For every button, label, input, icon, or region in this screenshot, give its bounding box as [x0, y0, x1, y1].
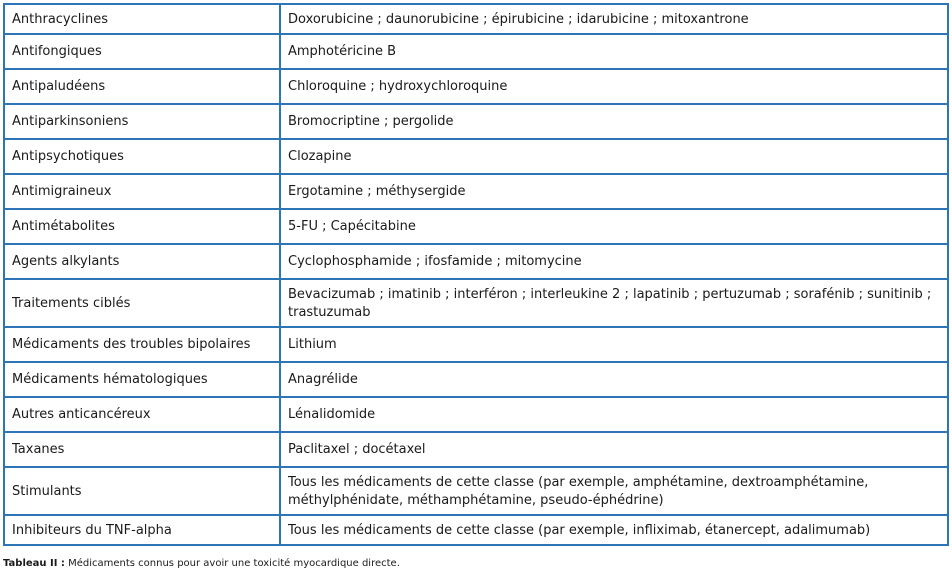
caption-text: Médicaments connus pour avoir une toxicité myocardique directe.: [64, 558, 400, 569]
drug-class-cell: Taxanes: [4, 432, 280, 467]
drug-class-cell: Anthracyclines: [4, 4, 280, 34]
drug-list-cell: Clozapine: [280, 139, 948, 174]
drug-list-cell: Amphotéricine B: [280, 34, 948, 69]
drug-class-cell: Antiparkinsoniens: [4, 104, 280, 139]
table-row: [4, 69, 948, 104]
drug-class-cell: Inhibiteurs du TNF-alpha: [4, 515, 280, 545]
drug-list-cell: Tous les médicaments de cette classe (par exemple, infliximab, étanercept, adalimumab): [280, 515, 948, 545]
drug-list-cell: 5-FU ; Capécitabine: [280, 209, 948, 244]
table-row: [4, 362, 948, 397]
table-row: [4, 397, 948, 432]
table-row: [4, 34, 948, 69]
drug-class-cell: Antimigraineux: [4, 174, 280, 209]
table-row: [4, 139, 948, 174]
table-row: [4, 432, 948, 467]
drug-list-cell: Chloroquine ; hydroxychloroquine: [280, 69, 948, 104]
drug-list-cell: Ergotamine ; méthysergide: [280, 174, 948, 209]
drug-list-cell: Bevacizumab ; imatinib ; interféron ; interleukine 2 ; lapatinib ; pertuzumab ; sorafénib ; sunitinib ; trastuzumab: [280, 279, 948, 327]
drug-class-cell: Antipaludéens: [4, 69, 280, 104]
table-row: [4, 174, 948, 209]
table-row: [4, 104, 948, 139]
drug-list-cell: Doxorubicine ; daunorubicine ; épirubicine ; idarubicine ; mitoxantrone: [280, 4, 948, 34]
table-row: [4, 327, 948, 362]
drug-list-cell: Tous les médicaments de cette classe (par exemple, amphétamine, dextroamphétamine, méthylphénidate, méthamphétamine, pseudo-éphédrine): [280, 467, 948, 515]
drug-toxicity-table: [3, 3, 949, 546]
table-row: [4, 209, 948, 244]
drug-class-cell: Autres anticancéreux: [4, 397, 280, 432]
table-row: [4, 515, 948, 545]
drug-list-cell: Lénalidomide: [280, 397, 948, 432]
table-row: [4, 244, 948, 279]
drug-class-cell: Agents alkylants: [4, 244, 280, 279]
table-row: [4, 279, 948, 327]
drug-class-cell: Stimulants: [4, 467, 280, 515]
drug-class-cell: Antifongiques: [4, 34, 280, 69]
table-caption: [3, 557, 400, 570]
drug-list-cell: Paclitaxel ; docétaxel: [280, 432, 948, 467]
drug-class-cell: Antipsychotiques: [4, 139, 280, 174]
drug-list-cell: Anagrélide: [280, 362, 948, 397]
drug-class-cell: Antimétabolites: [4, 209, 280, 244]
drug-list-cell: Cyclophosphamide ; ifosfamide ; mitomycine: [280, 244, 948, 279]
drug-class-cell: Traitements ciblés: [4, 279, 280, 327]
drug-list-cell: Bromocriptine ; pergolide: [280, 104, 948, 139]
caption-label: Tableau II :: [3, 558, 65, 569]
table-row: [4, 467, 948, 515]
table-row: [4, 4, 948, 34]
drug-class-cell: Médicaments hématologiques: [4, 362, 280, 397]
drug-list-cell: Lithium: [280, 327, 948, 362]
drug-class-cell: Médicaments des troubles bipolaires: [4, 327, 280, 362]
